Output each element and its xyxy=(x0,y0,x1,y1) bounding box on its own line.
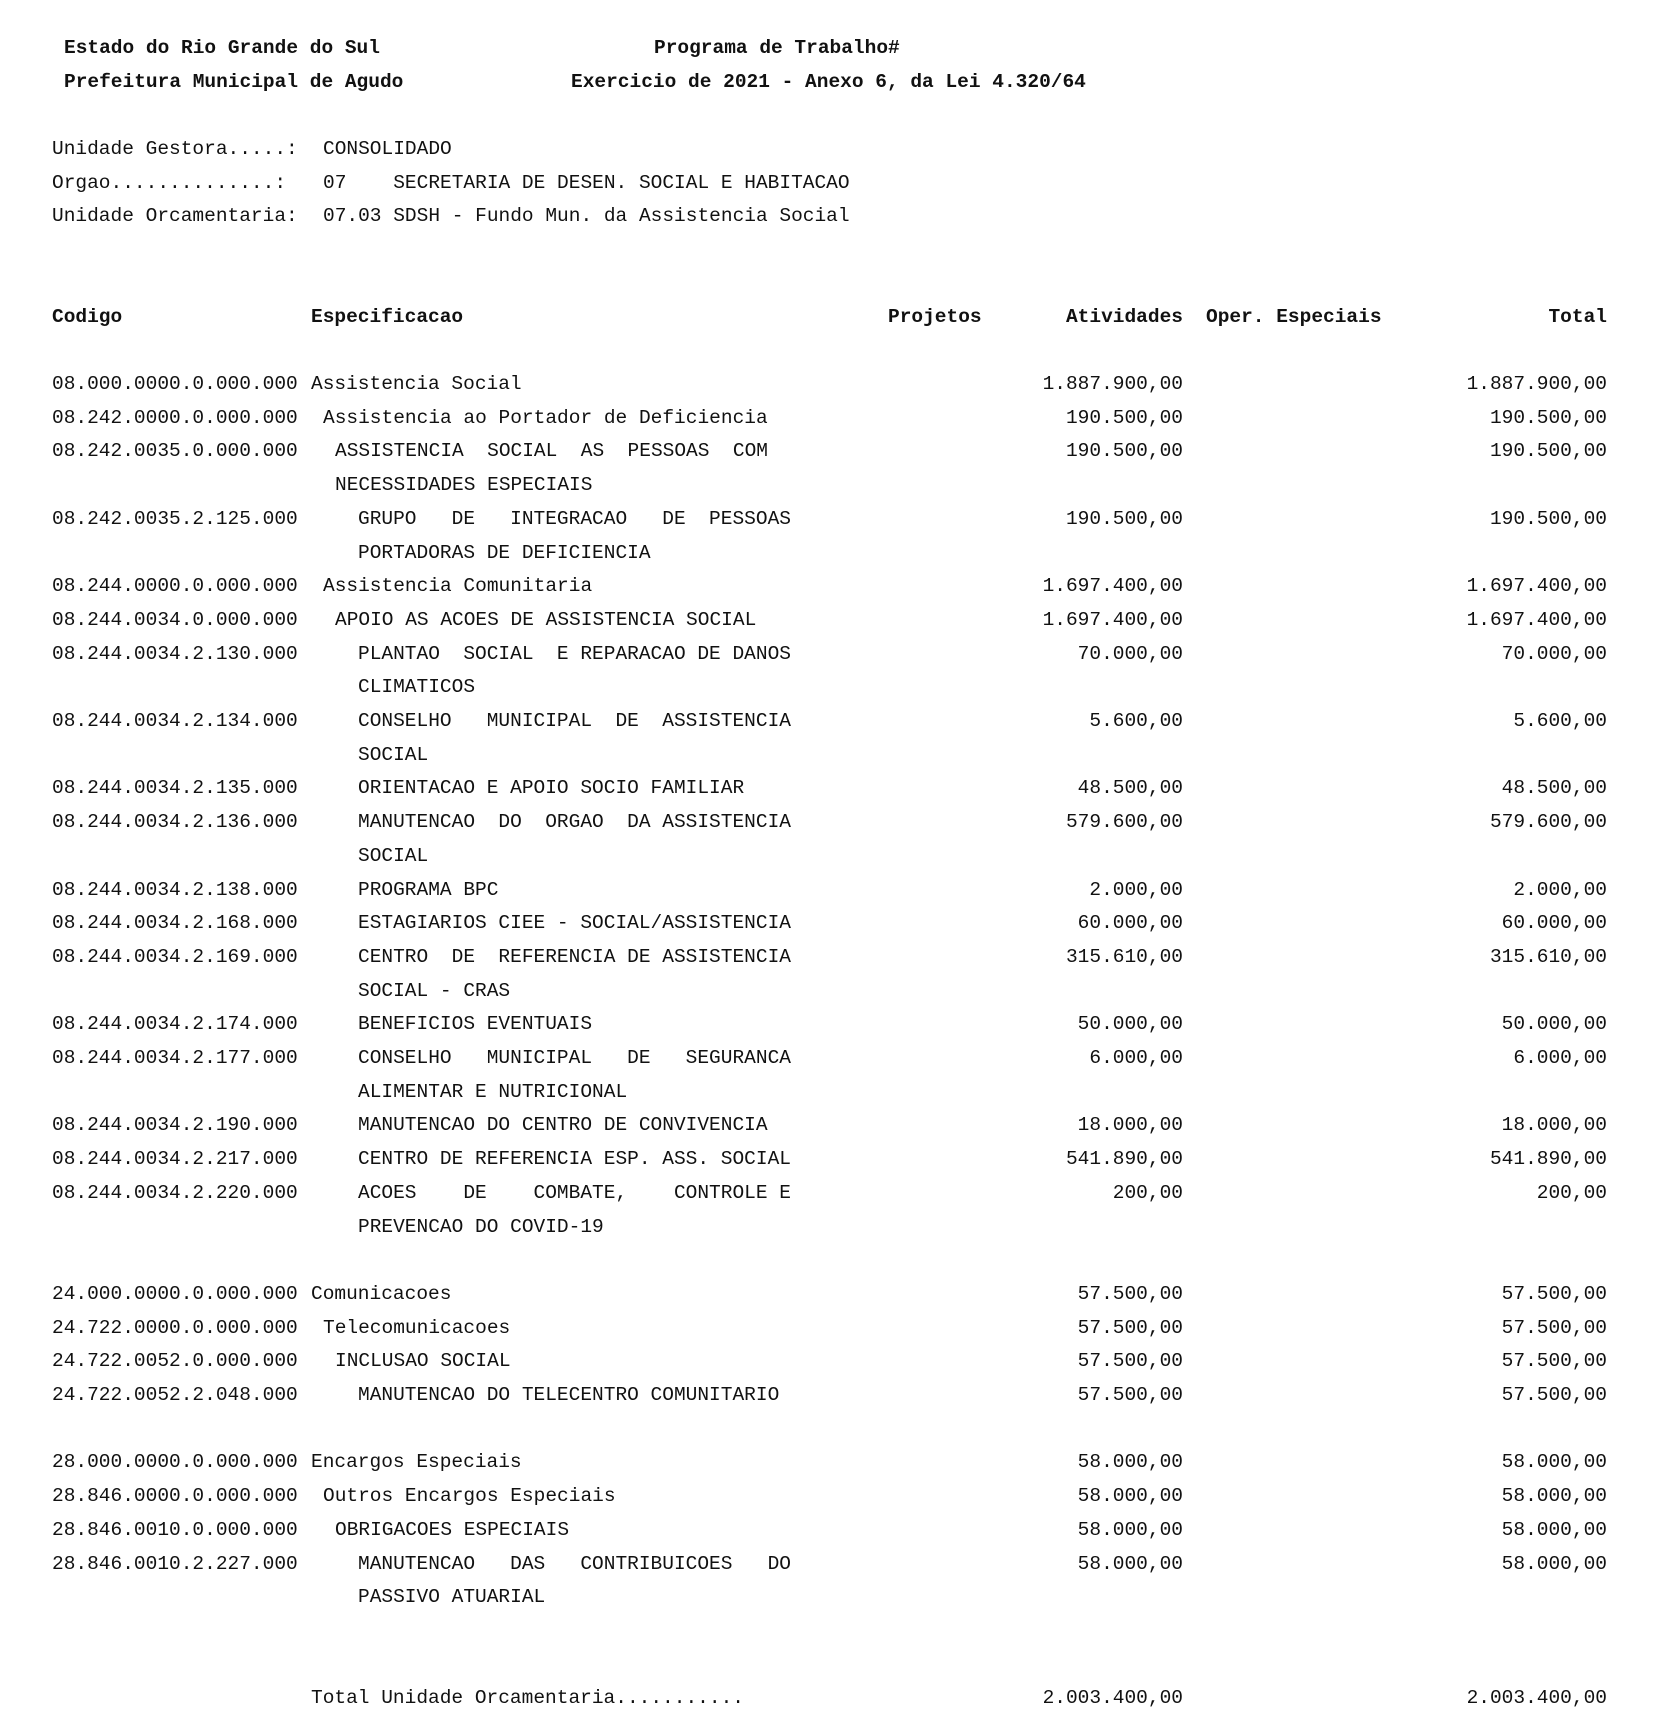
row-atividades: 70.000,00 xyxy=(1077,642,1183,665)
row-description: Assistencia ao Portador de Deficiencia xyxy=(323,406,768,429)
row-description: ACOES DE COMBATE, CONTROLE E xyxy=(358,1181,791,1204)
program-title: Programa de Trabalho# xyxy=(654,37,900,59)
column-header-especificacao: Especificacao xyxy=(311,306,464,328)
row-description: CLIMATICOS xyxy=(358,676,476,699)
row-description: SOCIAL xyxy=(358,743,429,766)
row-code: 08.242.0035.2.125.000 xyxy=(52,507,298,530)
row-description: ESTAGIARIOS CIEE - SOCIAL/ASSISTENCIA xyxy=(358,912,791,935)
prefecture-title: Prefeitura Municipal de Agudo xyxy=(64,71,404,93)
row-atividades: 200,00 xyxy=(1112,1181,1183,1204)
row-total: 57.500,00 xyxy=(1501,1316,1607,1339)
row-total: 190.500,00 xyxy=(1489,440,1607,463)
row-code: 08.244.0034.2.169.000 xyxy=(52,945,298,968)
row-description: MANUTENCAO DAS CONTRIBUICOES DO xyxy=(358,1552,791,1575)
row-atividades: 50.000,00 xyxy=(1077,1013,1183,1036)
row-code: 08.244.0034.2.220.000 xyxy=(52,1181,298,1204)
unidade-gestora-label: Unidade Gestora.....: xyxy=(52,138,298,160)
row-atividades: 57.500,00 xyxy=(1077,1384,1183,1406)
row-code: 28.846.0010.2.227.000 xyxy=(52,1552,298,1575)
row-total: 2.000,00 xyxy=(1513,878,1607,901)
row-total: 18.000,00 xyxy=(1501,1114,1607,1137)
row-code: 08.244.0034.2.134.000 xyxy=(52,710,298,732)
row-atividades: 57.500,00 xyxy=(1077,1316,1183,1339)
row-total: 58.000,00 xyxy=(1501,1552,1607,1575)
row-total: 58.000,00 xyxy=(1501,1485,1607,1508)
row-description: PREVENCAO DO COVID-19 xyxy=(358,1215,604,1238)
row-total: 6.000,00 xyxy=(1513,1047,1607,1069)
row-description: NECESSIDADES ESPECIAIS xyxy=(335,474,593,497)
row-total: 50.000,00 xyxy=(1501,1013,1607,1036)
row-code: 08.244.0034.2.217.000 xyxy=(52,1148,298,1171)
row-total: 1.697.400,00 xyxy=(1466,608,1607,631)
row-description: INCLUSAO SOCIAL xyxy=(335,1350,511,1373)
exercise-title: Exercicio de 2021 - Anexo 6, da Lei 4.320/64 xyxy=(571,71,1086,93)
row-atividades: 190.500,00 xyxy=(1065,507,1183,530)
row-atividades: 2.000,00 xyxy=(1089,878,1183,901)
row-description: PLANTAO SOCIAL E REPARACAO DE DANOS xyxy=(358,642,791,665)
row-description: BENEFICIOS EVENTUAIS xyxy=(358,1013,593,1036)
row-atividades: 190.500,00 xyxy=(1065,406,1183,429)
row-description: Comunicacoes xyxy=(311,1282,452,1305)
row-atividades: 58.000,00 xyxy=(1077,1552,1183,1575)
row-description: SOCIAL xyxy=(358,844,429,867)
total-unidade-atividades: 2.003.400,00 xyxy=(1042,1687,1183,1709)
row-description: MANUTENCAO DO TELECENTRO COMUNITARIO xyxy=(358,1384,780,1406)
row-description: Telecomunicacoes xyxy=(323,1316,511,1339)
row-total: 57.500,00 xyxy=(1501,1350,1607,1373)
row-total: 190.500,00 xyxy=(1489,507,1607,530)
row-total: 315.610,00 xyxy=(1489,945,1607,968)
row-description: Outros Encargos Especiais xyxy=(323,1485,616,1508)
column-header-total: Total xyxy=(1548,306,1607,328)
row-total: 58.000,00 xyxy=(1501,1451,1607,1474)
row-description: Assistencia Social xyxy=(311,373,522,395)
column-header-atividades: Atividades xyxy=(1065,306,1183,328)
row-description: SOCIAL - CRAS xyxy=(358,979,511,1002)
row-atividades: 6.000,00 xyxy=(1089,1047,1183,1069)
row-description: MANUTENCAO DO ORGAO DA ASSISTENCIA xyxy=(358,811,791,834)
row-total: 1.887.900,00 xyxy=(1466,373,1607,395)
row-atividades: 315.610,00 xyxy=(1065,945,1183,968)
row-description: ALIMENTAR E NUTRICIONAL xyxy=(358,1080,628,1103)
row-total: 57.500,00 xyxy=(1501,1384,1607,1406)
row-description: OBRIGACOES ESPECIAIS xyxy=(335,1518,570,1541)
row-total: 60.000,00 xyxy=(1501,912,1607,935)
row-description: PROGRAMA BPC xyxy=(358,878,499,901)
row-code: 08.244.0034.2.174.000 xyxy=(52,1013,298,1036)
row-total: 48.500,00 xyxy=(1501,777,1607,800)
row-total: 5.600,00 xyxy=(1513,710,1607,732)
row-atividades: 5.600,00 xyxy=(1089,710,1183,732)
total-unidade-label: Total Unidade Orcamentaria........... xyxy=(311,1687,744,1709)
row-atividades: 541.890,00 xyxy=(1065,1148,1183,1171)
row-description: APOIO AS ACOES DE ASSISTENCIA SOCIAL xyxy=(335,608,757,631)
row-atividades: 1.887.900,00 xyxy=(1042,373,1183,395)
column-header-codigo: Codigo xyxy=(52,306,123,328)
row-atividades: 1.697.400,00 xyxy=(1042,575,1183,598)
row-description: GRUPO DE INTEGRACAO DE PESSOAS xyxy=(358,507,791,530)
row-code: 08.244.0034.2.168.000 xyxy=(52,912,298,935)
row-total: 58.000,00 xyxy=(1501,1518,1607,1541)
row-code: 24.000.0000.0.000.000 xyxy=(52,1282,298,1305)
total-unidade-total: 2.003.400,00 xyxy=(1466,1687,1607,1709)
row-code: 08.244.0034.2.190.000 xyxy=(52,1114,298,1137)
row-description: MANUTENCAO DO CENTRO DE CONVIVENCIA xyxy=(358,1114,768,1137)
row-code: 08.244.0034.2.138.000 xyxy=(52,878,298,901)
unidade-gestora-value: CONSOLIDADO xyxy=(323,138,452,160)
unidade-orcamentaria-value: 07.03 SDSH - Fundo Mun. da Assistencia Social xyxy=(323,205,850,227)
row-code: 08.244.0034.2.136.000 xyxy=(52,811,298,834)
row-atividades: 58.000,00 xyxy=(1077,1485,1183,1508)
row-code: 28.846.0010.0.000.000 xyxy=(52,1518,298,1541)
row-total: 70.000,00 xyxy=(1501,642,1607,665)
unidade-orcamentaria-label: Unidade Orcamentaria: xyxy=(52,205,298,227)
row-atividades: 57.500,00 xyxy=(1077,1350,1183,1373)
row-atividades: 190.500,00 xyxy=(1065,440,1183,463)
column-header-oper-especiais: Oper. Especiais xyxy=(1206,306,1382,328)
orgao-label: Orgao..............: xyxy=(52,172,287,194)
row-code: 24.722.0000.0.000.000 xyxy=(52,1316,298,1339)
row-code: 24.722.0052.2.048.000 xyxy=(52,1384,298,1406)
row-code: 08.244.0000.0.000.000 xyxy=(52,575,298,598)
row-description: ORIENTACAO E APOIO SOCIO FAMILIAR xyxy=(358,777,745,800)
row-total: 541.890,00 xyxy=(1489,1148,1607,1171)
state-title: Estado do Rio Grande do Sul xyxy=(64,37,380,59)
row-code: 08.244.0034.0.000.000 xyxy=(52,608,298,631)
row-description: CENTRO DE REFERENCIA DE ASSISTENCIA xyxy=(358,945,791,968)
row-description: Assistencia Comunitaria xyxy=(323,575,593,598)
row-code: 08.244.0034.2.177.000 xyxy=(52,1047,298,1069)
row-code: 08.244.0034.2.135.000 xyxy=(52,777,298,800)
row-description: CONSELHO MUNICIPAL DE ASSISTENCIA xyxy=(358,710,791,732)
row-description: CONSELHO MUNICIPAL DE SEGURANCA xyxy=(358,1047,791,1069)
row-code: 28.000.0000.0.000.000 xyxy=(52,1451,298,1474)
orgao-value: 07 SECRETARIA DE DESEN. SOCIAL E HABITACAO xyxy=(323,172,850,194)
row-description: CENTRO DE REFERENCIA ESP. ASS. SOCIAL xyxy=(358,1148,791,1171)
row-code: 08.000.0000.0.000.000 xyxy=(52,373,298,395)
row-atividades: 60.000,00 xyxy=(1077,912,1183,935)
row-total: 579.600,00 xyxy=(1489,811,1607,834)
row-code: 24.722.0052.0.000.000 xyxy=(52,1350,298,1373)
row-description: Encargos Especiais xyxy=(311,1451,522,1474)
row-total: 57.500,00 xyxy=(1501,1282,1607,1305)
row-atividades: 48.500,00 xyxy=(1077,777,1183,800)
row-code: 08.242.0000.0.000.000 xyxy=(52,406,298,429)
row-atividades: 58.000,00 xyxy=(1077,1451,1183,1474)
row-total: 190.500,00 xyxy=(1489,406,1607,429)
row-atividades: 579.600,00 xyxy=(1065,811,1183,834)
column-header-projetos: Projetos xyxy=(888,306,982,328)
row-code: 28.846.0000.0.000.000 xyxy=(52,1485,298,1508)
row-total: 200,00 xyxy=(1536,1181,1607,1204)
row-atividades: 57.500,00 xyxy=(1077,1282,1183,1305)
row-code: 08.242.0035.0.000.000 xyxy=(52,440,298,463)
row-description: PASSIVO ATUARIAL xyxy=(358,1586,546,1609)
row-atividades: 18.000,00 xyxy=(1077,1114,1183,1137)
row-description: PORTADORAS DE DEFICIENCIA xyxy=(358,541,651,564)
row-description: ASSISTENCIA SOCIAL AS PESSOAS COM xyxy=(335,440,768,463)
row-code: 08.244.0034.2.130.000 xyxy=(52,642,298,665)
row-atividades: 1.697.400,00 xyxy=(1042,608,1183,631)
row-total: 1.697.400,00 xyxy=(1466,575,1607,598)
row-atividades: 58.000,00 xyxy=(1077,1518,1183,1541)
